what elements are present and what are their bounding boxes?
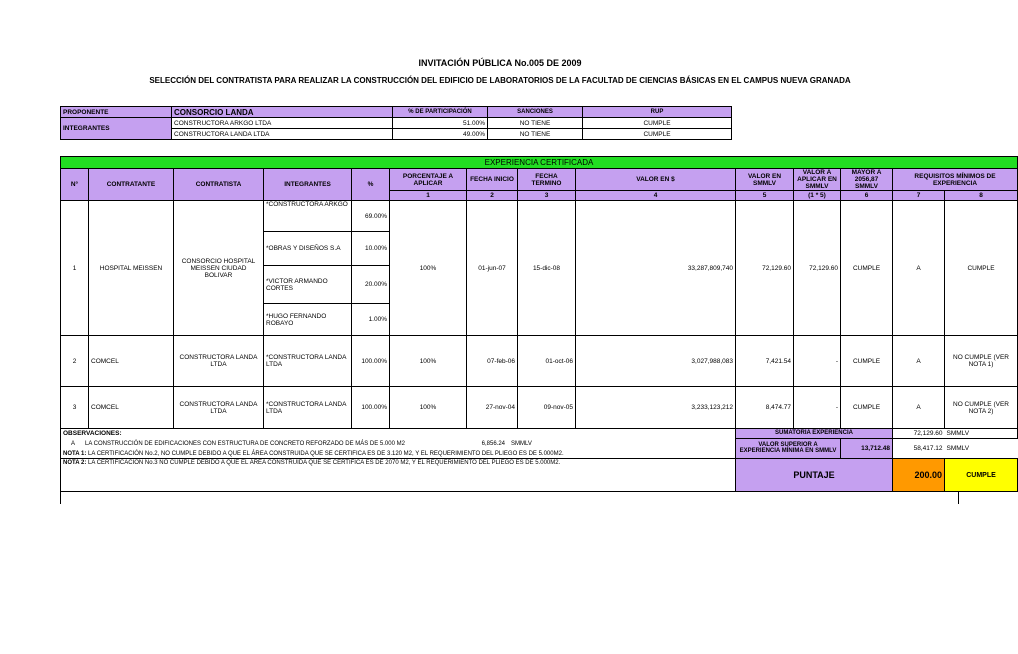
header-n: N°	[61, 169, 89, 201]
row-integrante: *OBRAS Y DISEÑOS S.A	[264, 232, 352, 266]
row-valor-pesos: 3,027,988,083	[576, 336, 736, 387]
table-row	[61, 201, 1018, 232]
row-valor-aplicar: -	[794, 336, 841, 387]
row-contratante: HOSPITAL MEISSEN	[89, 201, 174, 336]
col-number: 4	[576, 191, 736, 201]
row-pct: 100.00%	[352, 336, 390, 387]
proponente-label: PROPONENTE	[61, 107, 172, 118]
experience-section-title: EXPERIENCIA CERTIFICADA	[61, 157, 1018, 169]
row-contratista: CONSORCIO HOSPITAL MEISSEN CIUDAD BOLIVAR	[174, 201, 264, 336]
row-porcentaje: 100%	[390, 336, 467, 387]
row-req8: CUMPLE	[945, 201, 1018, 336]
member-sanciones: NO TIENE	[488, 118, 583, 129]
col-number: 2	[467, 191, 518, 201]
col-number: 6	[841, 191, 893, 201]
experience-table	[60, 156, 1018, 492]
nota-2-label: NOTA 2:	[63, 460, 87, 466]
header-valor-smmlv: VALOR EN SMMLV	[736, 169, 794, 191]
row-inicio: 27-nov-04	[467, 387, 518, 429]
row-porcentaje: 100%	[390, 387, 467, 429]
row-req7: A	[893, 387, 945, 429]
member-rup: CUMPLE	[583, 129, 732, 140]
row-termino: 09-nov-05	[518, 387, 576, 429]
row-mayor: CUMPLE	[841, 387, 893, 429]
table-bottom-border	[60, 491, 959, 504]
document-title: INVITACIÓN PÚBLICA No.005 DE 2009	[418, 58, 582, 68]
header-valor-aplicar: VALOR A APLICAR EN SMMLV	[794, 169, 841, 191]
row-valor-aplicar: -	[794, 387, 841, 429]
row-n: 3	[61, 387, 89, 429]
row-contratante: COMCEL	[89, 387, 174, 429]
nota-1-label: NOTA 1:	[63, 451, 87, 457]
member-sanciones: NO TIENE	[488, 129, 583, 140]
row-mayor: CUMPLE	[841, 201, 893, 336]
row-pct: 69.00%	[352, 201, 390, 232]
row-req8: NO CUMPLE (VER NOTA 1)	[945, 336, 1018, 387]
header-mayor: MAYOR A 2056,87 SMMLV	[841, 169, 893, 191]
row-contratista: CONSTRUCTORA LANDA LTDA	[174, 336, 264, 387]
header-contratante: CONTRATANTE	[89, 169, 174, 201]
col-number: 3	[518, 191, 576, 201]
col-number: 7	[893, 191, 945, 201]
nota-1	[61, 450, 736, 459]
header-porcentaje: PORCENTAJE A APLICAR	[390, 169, 467, 191]
sanciones-header: SANCIONES	[488, 107, 583, 118]
proponent-table	[60, 106, 732, 140]
puntaje-status: CUMPLE	[945, 459, 1018, 492]
row-valor-smmlv: 8,474.77	[736, 387, 794, 429]
row-inicio: 07-feb-06	[467, 336, 518, 387]
observation-a-text: LA CONSTRUCCIÓN DE EDIFICACIONES CON ESTRUCTURA DE CONCRETO REFORZADO DE MÁS DE 5.000 M2	[85, 441, 405, 447]
integrantes-label: INTEGRANTES	[61, 118, 172, 140]
row-integrante: *CONSTRUCTORA ARKGO	[264, 201, 352, 232]
row-n: 2	[61, 336, 89, 387]
valor-superior-value: 13,712.48	[841, 438, 893, 459]
observation-a-value: 6,856.24	[481, 441, 505, 447]
row-integrante: *CONSTRUCTORA LANDA LTDA	[264, 387, 352, 429]
row-mayor: CUMPLE	[841, 336, 893, 387]
header-requisitos: REQUISITOS MÍNIMOS DE EXPERIENCIA	[893, 169, 1018, 191]
row-contratista: CONSTRUCTORA LANDA LTDA	[174, 387, 264, 429]
valor-superior-total: 58,417.12	[893, 438, 945, 459]
header-valor-pesos: VALOR EN $	[576, 169, 736, 191]
observation-a-unit: SMMLV	[511, 441, 532, 447]
row-valor-smmlv: 7,421.54	[736, 336, 794, 387]
sumatoria-label: SUMATORIA EXPERIENCIA	[736, 429, 893, 439]
document-subtitle: SELECCIÓN DEL CONTRATISTA PARA REALIZAR LA CONSTRUCCIÓN DEL EDIFICIO DE LABORATORIOS DE LA FACULTAD DE CIENCIAS BÁSICAS EN EL CAMPUS NUEVA GRANADA	[149, 76, 851, 85]
row-valor-pesos: 3,233,123,212	[576, 387, 736, 429]
row-valor-smmlv: 72,129.60	[736, 201, 794, 336]
puntaje-value: 200.00	[893, 459, 945, 492]
row-termino: 01-oct-06	[518, 336, 576, 387]
row-pct: 20.00%	[352, 266, 390, 304]
row-integrante: *HUGO FERNANDO ROBAYO	[264, 304, 352, 336]
nota-1-text: LA CERTIFICACIÓN No.2, NO CUMPLE DEBIDO A QUE EL ÁREA CONSTRUIDA QUE SE CERTIFICA ES DE 3.120 M2, Y EL REQUERIMIENTO DEL PLIEGO ES DE 5.000M2.	[88, 451, 564, 457]
col-number: 1	[390, 191, 467, 201]
row-pct: 100.00%	[352, 387, 390, 429]
nota-2-text: LA CERTIFICACIÓN No.3 NO CUMPLE DEBIDO A QUE EL ÁREA CONSTRUIDA QUE SE CERTIFICA ES DE 2070 M2, Y EL REQUERIMIENTO DEL PLIEGO ES DE 5.000M2.	[88, 460, 561, 466]
observation-a	[61, 438, 736, 450]
member-name: CONSTRUCTORA ARKGO LTDA	[172, 118, 393, 129]
valor-superior-label: VALOR SUPERIOR A EXPERIENCIA MÍNIMA EN SMMLV	[736, 438, 841, 459]
row-req7: A	[893, 201, 945, 336]
participation-header: % DE PARTICIPACIÓN	[393, 107, 488, 118]
row-req8: NO CUMPLE (VER NOTA 2)	[945, 387, 1018, 429]
row-valor-pesos: 33,287,809,740	[576, 201, 736, 336]
row-pct: 1.00%	[352, 304, 390, 336]
row-contratante: COMCEL	[89, 336, 174, 387]
table-row	[61, 336, 1018, 387]
sumatoria-value: 72,129.60	[893, 429, 945, 439]
col-number: 5	[736, 191, 794, 201]
member-rup: CUMPLE	[583, 118, 732, 129]
member-pct: 49.00%	[393, 129, 488, 140]
header-contratista: CONTRATISTA	[174, 169, 264, 201]
proponente-name: CONSORCIO LANDA	[172, 107, 393, 118]
member-name: CONSTRUCTORA LANDA LTDA	[172, 129, 393, 140]
row-integrante: *CONSTRUCTORA LANDA LTDA	[264, 336, 352, 387]
nota-2	[61, 459, 736, 492]
header-integrantes: INTEGRANTES	[264, 169, 352, 201]
row-porcentaje: 100%	[390, 201, 467, 336]
observations-label: OBSERVACIONES:	[61, 429, 736, 439]
member-pct: 51.00%	[393, 118, 488, 129]
row-integrante: *VICTOR ARMANDO CORTES	[264, 266, 352, 304]
col-number: (1 * 5)	[794, 191, 841, 201]
valor-superior-unit: SMMLV	[945, 438, 1018, 459]
header-fecha-termino: FECHA TERMINO	[518, 169, 576, 191]
row-termino: 15-dic-08	[518, 201, 576, 336]
col-number: 8	[945, 191, 1018, 201]
row-inicio: 01-jun-07	[467, 201, 518, 336]
rup-header: RUP	[583, 107, 732, 118]
row-valor-aplicar: 72,129.60	[794, 201, 841, 336]
sumatoria-unit: SMMLV	[945, 429, 1018, 439]
row-pct: 10.00%	[352, 232, 390, 266]
puntaje-label: PUNTAJE	[736, 459, 893, 492]
row-req7: A	[893, 336, 945, 387]
observation-a-letter: A	[71, 441, 76, 447]
header-fecha-inicio: FECHA INICIO	[467, 169, 518, 191]
header-pct: %	[352, 169, 390, 201]
table-row	[61, 387, 1018, 429]
row-n: 1	[61, 201, 89, 336]
